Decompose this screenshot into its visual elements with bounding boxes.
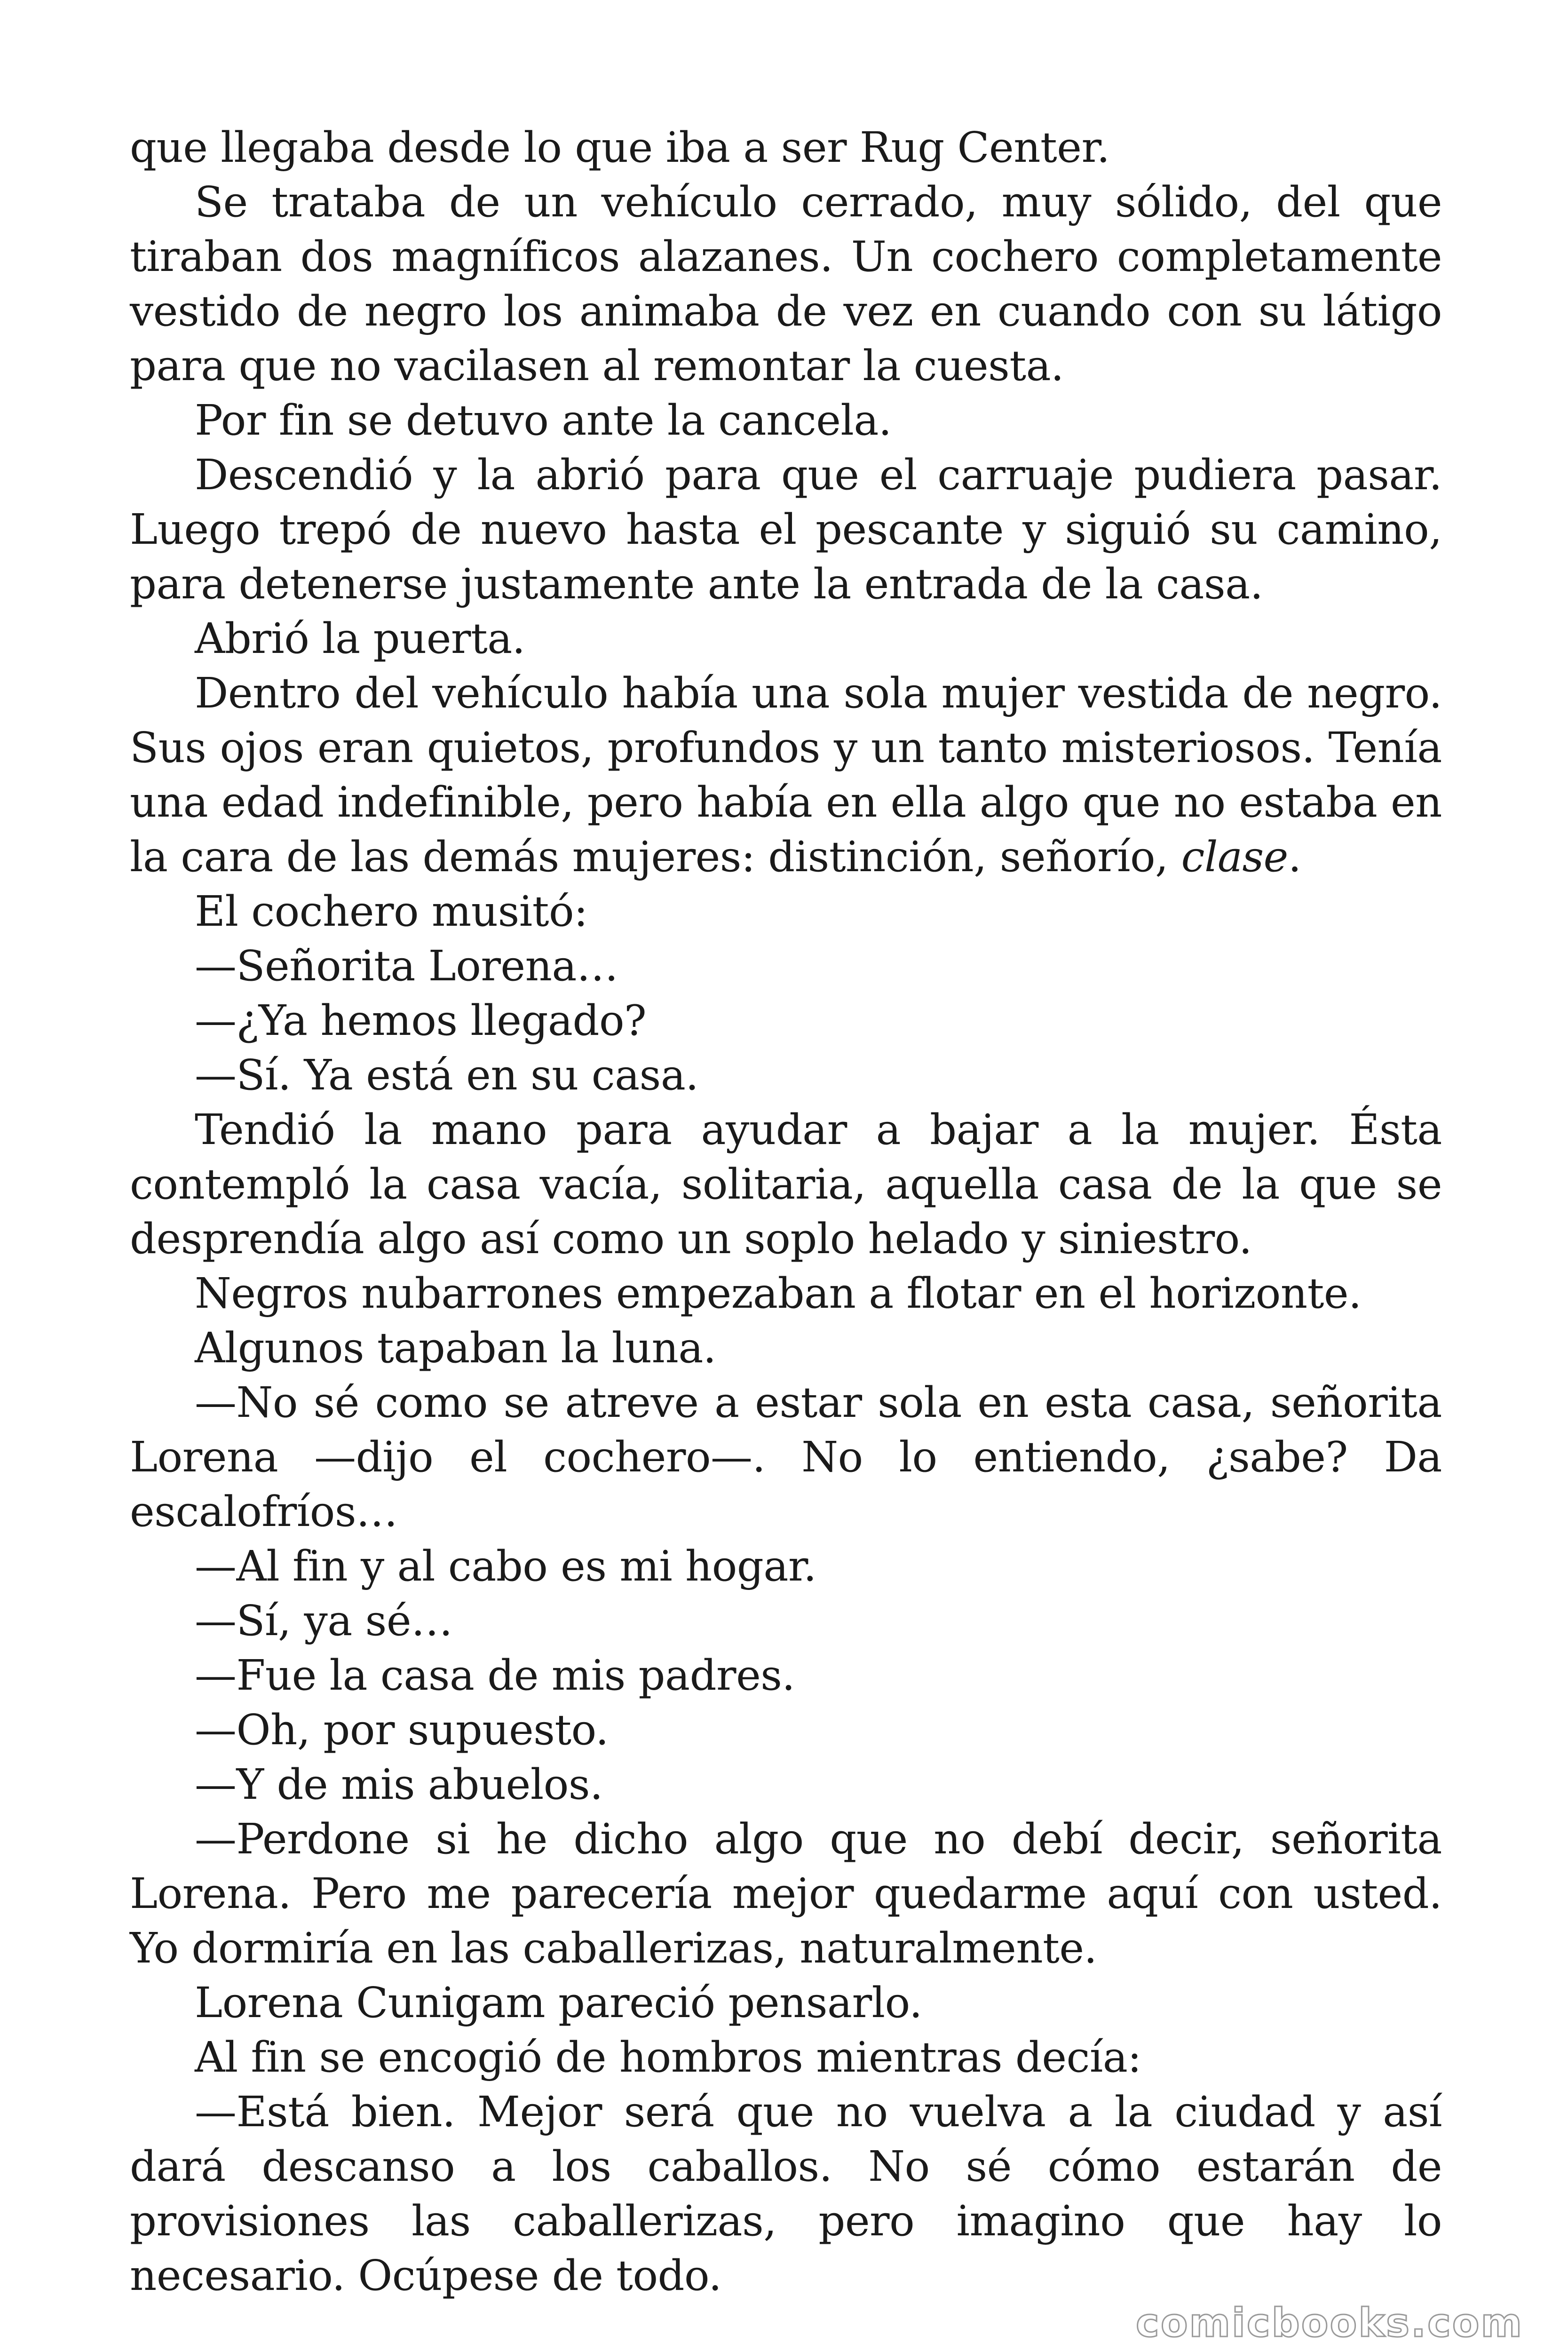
paragraph: Se trataba de un vehículo cerrado, muy sólido, del que tiraban dos magníficos alazanes. Un cochero completamente vestido de negro los animaba de vez en cuando con su látigo para que no vacilasen al remontar la cuesta. [130, 177, 1442, 390]
paragraph: Negros nubarrones empezaban a flotar en el horizonte. [195, 1269, 1362, 1318]
dialogue-line: —Señorita Lorena… [195, 941, 618, 990]
dialogue-line: —Perdone si he dicho algo que no debí decir, señorita Lorena. Pero me parecería mejor quedarme aquí con usted. Yo dormiría en las caballerizas, naturalmente. [130, 1814, 1442, 1972]
paragraph: que llegaba desde lo que iba a ser Rug Center. [130, 123, 1110, 172]
paragraph: Abrió la puerta. [195, 614, 525, 663]
dialogue-line: —Y de mis abuelos. [195, 1760, 603, 1809]
paragraph-text: Dentro del vehículo había una sola mujer vestida de negro. Sus ojos eran quietos, profundos y un tanto misteriosos. Tenía una edad indefinible, pero había en ella algo que no estaba en la cara de las demás mujeres: distinción, señorío, [130, 668, 1442, 881]
paragraph: Por fin se detuvo ante la cancela. [195, 396, 892, 445]
paragraph [130, 666, 1442, 884]
paragraph: Tendió la mano para ayudar a bajar a la mujer. Ésta contempló la casa vacía, solitaria, aquella casa de la que se desprendía algo así como un soplo helado y siniestro. [130, 1105, 1442, 1263]
paragraph-punctuation: . [1288, 832, 1301, 881]
dialogue-line: —Está bien. Mejor será que no vuelva a la ciudad y así dará descanso a los caballos. No sé cómo estarán de provisiones las caballerizas, pero imagino que hay lo necesario. Ocúpese de todo. [130, 2087, 1442, 2300]
body-text [130, 120, 1442, 2303]
dialogue-line: —¿Ya hemos llegado? [195, 996, 647, 1045]
paragraph: Al fin se encogió de hombros mientras decía: [195, 2033, 1141, 2082]
dialogue-line: —Sí, ya sé… [195, 1596, 453, 1645]
dialogue-line: —Fue la casa de mis padres. [195, 1651, 795, 1700]
paragraph: El cochero musitó: [195, 887, 588, 936]
paragraph: Descendió y la abrió para que el carruaje pudiera pasar. Luego trepó de nuevo hasta el pescante y siguió su camino, para detenerse justamente ante la entrada de la casa. [130, 450, 1442, 608]
dialogue-line: —Oh, por supuesto. [195, 1705, 609, 1754]
italic-word: clase [1181, 832, 1288, 881]
dialogue-line: —Al fin y al cabo es mi hogar. [195, 1542, 816, 1590]
dialogue-line: —No sé como se atreve a estar sola en esta casa, señorita Lorena —dijo el cochero—. No lo entiendo, ¿sabe? Da escalofríos… [130, 1378, 1442, 1536]
paragraph: Algunos tapaban la luna. [195, 1323, 716, 1372]
paragraph: Lorena Cunigam pareció pensarlo. [195, 1978, 922, 2027]
watermark: comicbooks.com [1136, 2300, 1523, 2346]
dialogue-line: —Sí. Ya está en su casa. [195, 1050, 699, 1099]
